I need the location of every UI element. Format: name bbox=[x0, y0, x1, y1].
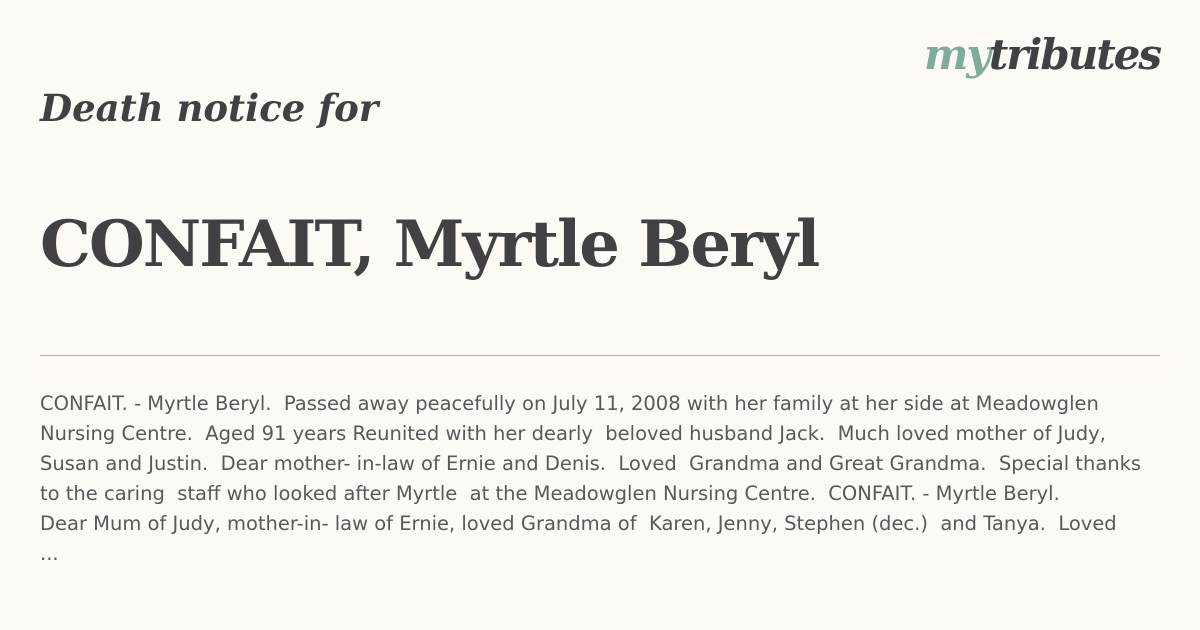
mytributes-logo[interactable] bbox=[923, 30, 1160, 79]
notice-body-line: CONFAIT. - Myrtle Beryl. Passed away peacefully on July 11, 2008 with her family at her side at Meadowglen bbox=[40, 392, 1099, 415]
notice-body-line: Nursing Centre. Aged 91 years Reunited with her dearly beloved husband Jack. Much loved mother of Judy, bbox=[40, 422, 1106, 445]
notice-body-ellipsis: ... bbox=[40, 542, 59, 565]
logo-tributes-text: tributes bbox=[988, 30, 1160, 79]
notice-body-line: to the caring staff who looked after Myrtle at the Meadowglen Nursing Centre. CONFAIT. - Myrtle Beryl. bbox=[40, 482, 1060, 505]
deceased-name: CONFAIT, Myrtle Beryl bbox=[40, 207, 819, 282]
divider bbox=[40, 355, 1160, 356]
notice-kicker: Death notice for bbox=[40, 86, 379, 130]
notice-body-line: Susan and Justin. Dear mother- in-law of Ernie and Denis. Loved Grandma and Great Grandma. Special thanks bbox=[40, 452, 1142, 475]
logo-my-text: my bbox=[923, 30, 989, 79]
notice-body bbox=[40, 389, 1170, 569]
notice-body-line: Dear Mum of Judy, mother-in- law of Ernie, loved Grandma of Karen, Jenny, Stephen (dec.) and Tanya. Loved bbox=[40, 512, 1117, 535]
